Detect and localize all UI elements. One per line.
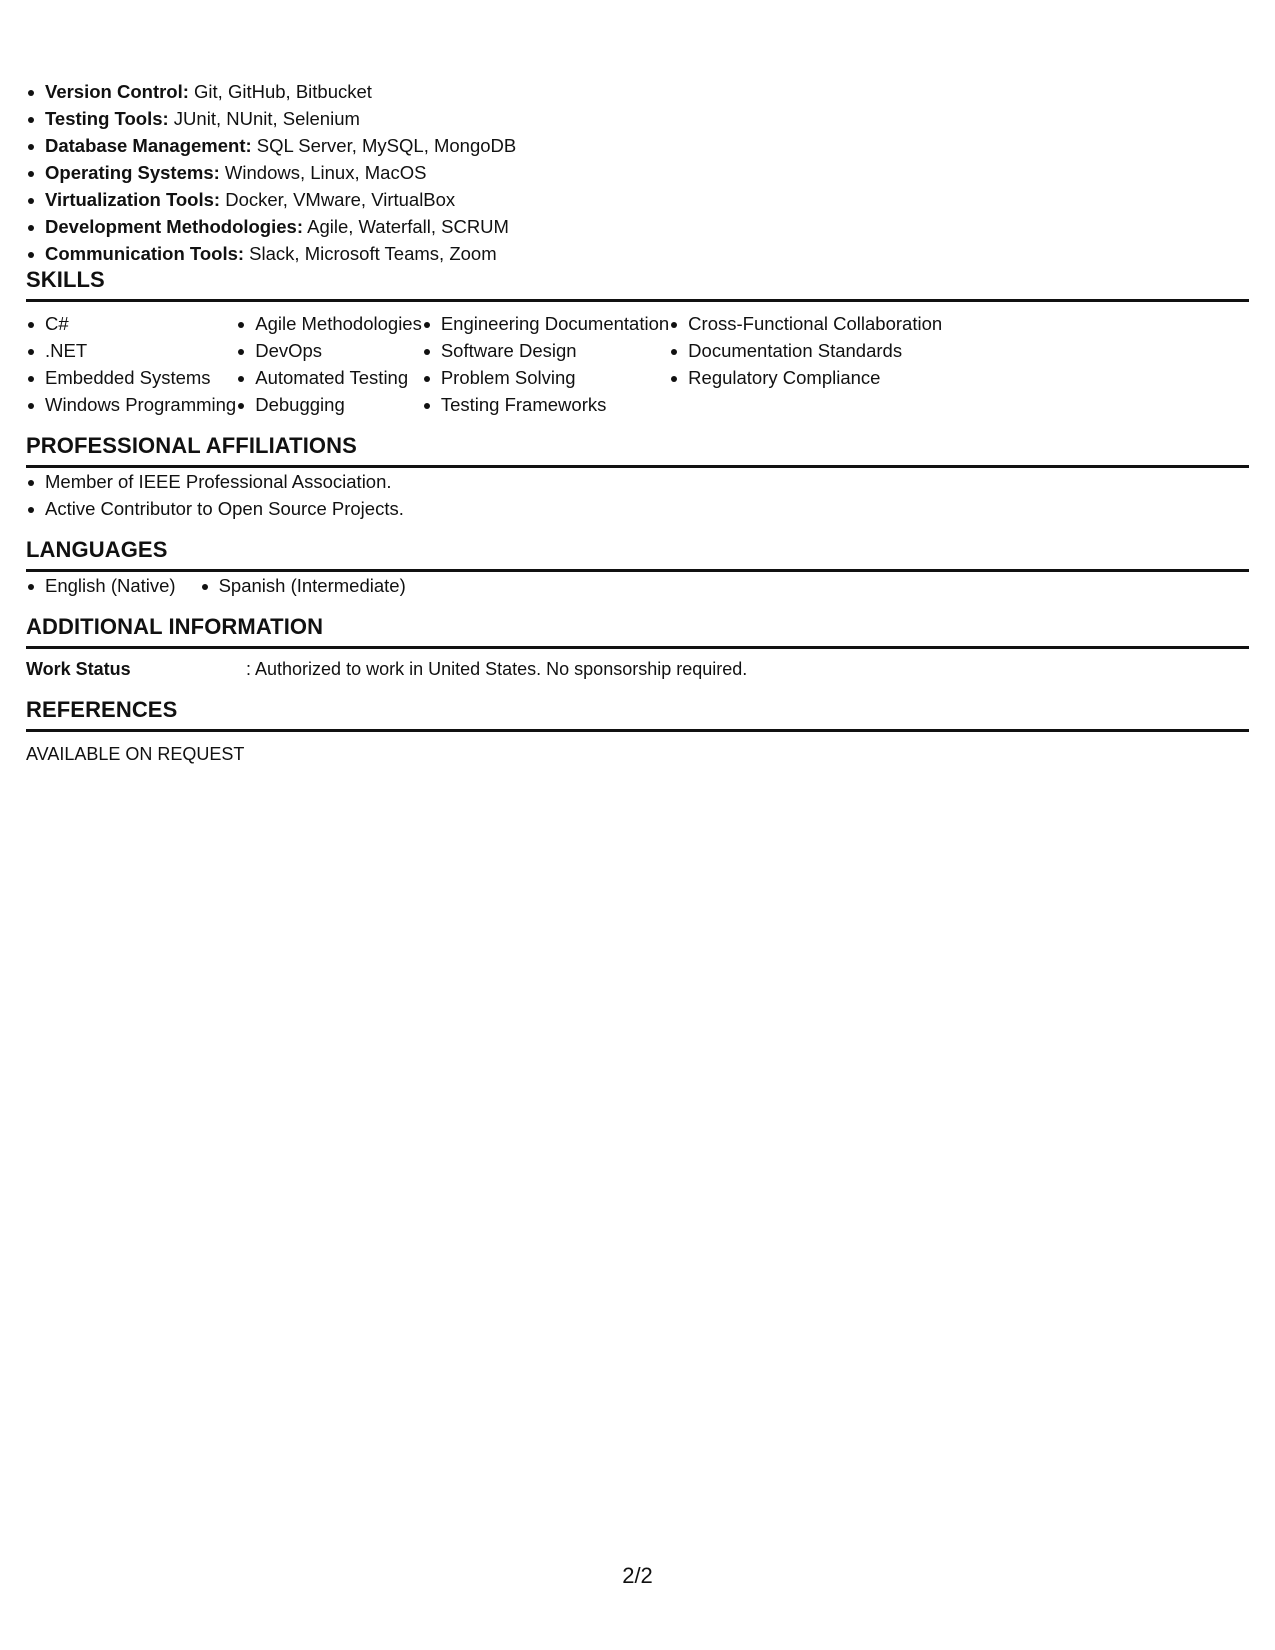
skills-column	[26, 310, 236, 418]
skill-item: Embedded Systems	[26, 364, 236, 391]
additional-info-section	[26, 614, 1249, 682]
skill-item: DevOps	[236, 337, 422, 364]
tool-values: Windows, Linux, MacOS	[219, 162, 427, 183]
list-item	[26, 132, 1249, 159]
tool-category: Operating Systems:	[45, 162, 220, 183]
languages-section	[26, 537, 1249, 599]
list-item	[26, 78, 1249, 105]
references-text: AVAILABLE ON REQUEST	[26, 744, 245, 764]
work-status-label: Work Status	[26, 659, 131, 679]
skill-item: Automated Testing	[236, 364, 422, 391]
list-item	[26, 105, 1249, 132]
list-item	[26, 159, 1249, 186]
tools-list	[26, 78, 1249, 267]
list-item	[26, 213, 1249, 240]
section-title-skills: SKILLS	[26, 267, 1249, 302]
skill-item: Cross-Functional Collaboration	[669, 310, 942, 337]
tool-values: JUnit, NUnit, Selenium	[168, 108, 360, 129]
section-title-affiliations: PROFESSIONAL AFFILIATIONS	[26, 433, 1249, 468]
skill-item: Agile Methodologies	[236, 310, 422, 337]
tool-values: Agile, Waterfall, SCRUM	[303, 216, 509, 237]
skills-column	[236, 310, 422, 418]
resume-page	[26, 78, 1249, 767]
tool-values: Docker, VMware, VirtualBox	[220, 189, 456, 210]
skills-column	[422, 310, 669, 418]
skills-column	[669, 310, 942, 418]
skill-item: Engineering Documentation	[422, 310, 669, 337]
section-title-additional-info: ADDITIONAL INFORMATION	[26, 614, 1249, 649]
skill-item: C#	[26, 310, 236, 337]
tool-values: Git, GitHub, Bitbucket	[188, 81, 372, 102]
section-title-languages: LANGUAGES	[26, 537, 1249, 572]
affiliation-item: Active Contributor to Open Source Projects.	[26, 495, 1249, 522]
list-item	[26, 240, 1249, 267]
tool-category: Communication Tools:	[45, 243, 245, 264]
skill-item: .NET	[26, 337, 236, 364]
skill-item: Testing Frameworks	[422, 391, 669, 418]
work-status-row	[26, 656, 1249, 682]
affiliation-item: Member of IEEE Professional Association.	[26, 468, 1249, 495]
skill-item: Documentation Standards	[669, 337, 942, 364]
tool-category: Development Methodologies:	[45, 216, 303, 237]
skill-item: Problem Solving	[422, 364, 669, 391]
skill-item: Windows Programming	[26, 391, 236, 418]
skills-section	[26, 267, 1249, 418]
work-status-value: : Authorized to work in United States. No sponsorship required.	[246, 659, 748, 679]
skill-item: Debugging	[236, 391, 422, 418]
affiliations-section	[26, 433, 1249, 522]
skill-item: Regulatory Compliance	[669, 364, 942, 391]
list-item	[26, 186, 1249, 213]
skills-grid	[26, 310, 1249, 418]
references-section	[26, 697, 1249, 767]
tool-category: Virtualization Tools:	[45, 189, 221, 210]
tool-category: Database Management:	[45, 135, 252, 156]
languages-list	[26, 572, 1249, 599]
tool-values: SQL Server, MySQL, MongoDB	[251, 135, 517, 156]
tool-category: Testing Tools:	[45, 108, 169, 129]
tool-values: Slack, Microsoft Teams, Zoom	[244, 243, 497, 264]
page-number: 2/2	[622, 1563, 653, 1588]
affiliations-list	[26, 468, 1249, 522]
language-item: English (Native)	[26, 572, 176, 599]
language-item: Spanish (Intermediate)	[200, 572, 406, 599]
section-title-references: REFERENCES	[26, 697, 1249, 732]
skill-item: Software Design	[422, 337, 669, 364]
tool-category: Version Control:	[45, 81, 189, 102]
